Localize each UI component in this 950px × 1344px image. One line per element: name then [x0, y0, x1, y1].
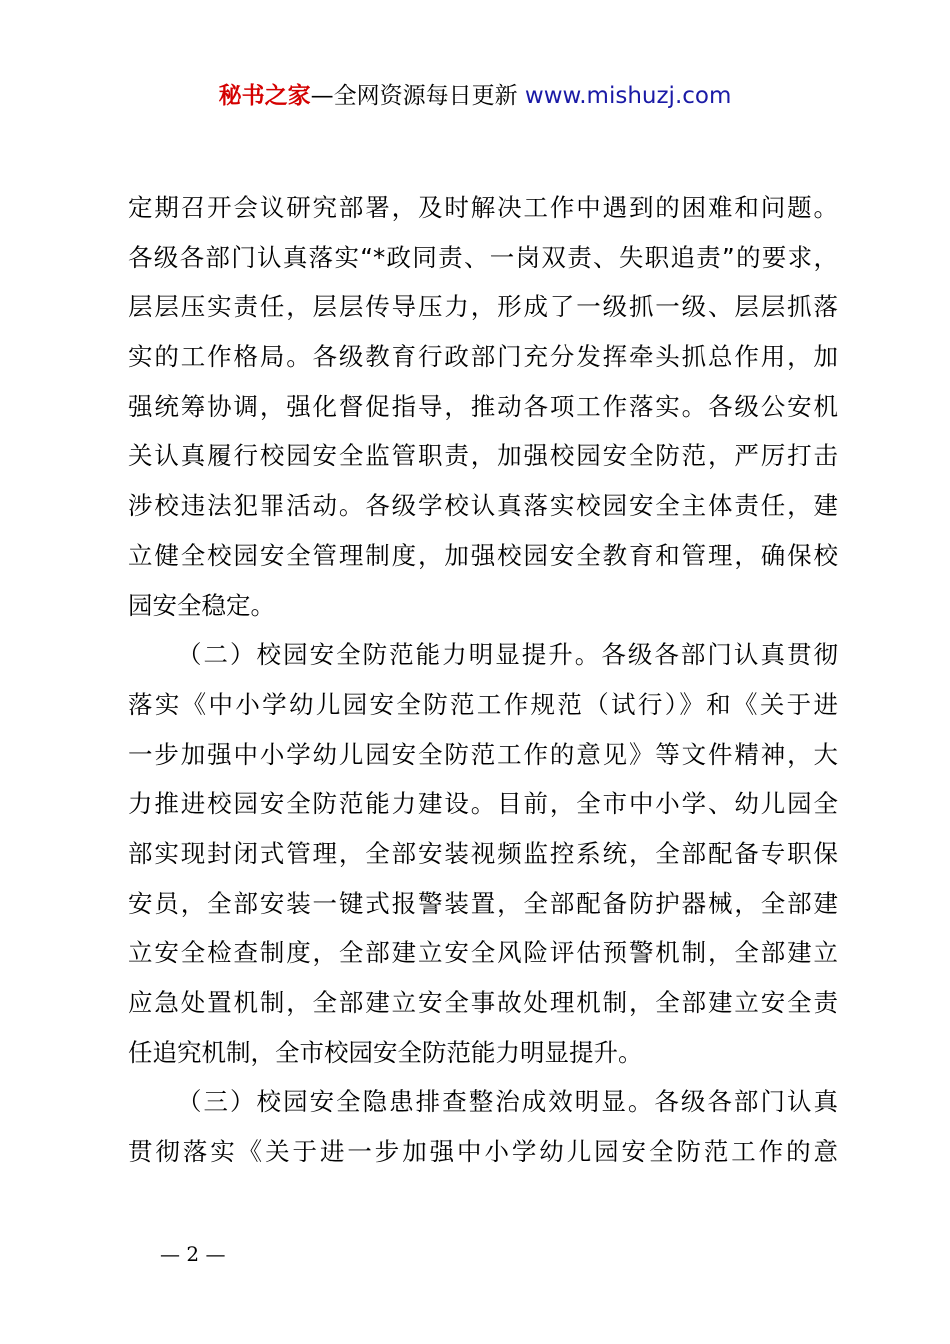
text-line: 层层压实责任，层层传导压力，形成了一级抓一级、层层抓落: [128, 292, 838, 322]
text-line: 应急处置机制，全部建立安全事故处理机制，全部建立安全责: [128, 988, 838, 1017]
text-line: 强统筹协调，强化督促指导，推动各项工作落实。各级公安机: [128, 391, 838, 421]
site-tagline: —全网资源每日更新: [310, 83, 518, 109]
text-line: 力推进校园安全防范能力建设。目前，全市中小学、幼儿园全: [128, 789, 838, 819]
text-line: 立安全检查制度，全部建立安全风险评估预警机制，全部建立: [128, 938, 838, 968]
text-line: 各级各部门认真落实“*政同责、一岗双责、失职追责”的要求，: [128, 242, 838, 272]
text-line: 实的工作格局。各级教育行政部门充分发挥牵头抓总作用，加: [128, 342, 838, 372]
text-line: 园安全稳定。: [128, 590, 275, 620]
text-line: 部实现封闭式管理，全部安装视频监控系统，全部配备专职保: [128, 838, 838, 868]
site-header: [0, 80, 950, 112]
site-brand: 秘书之家: [218, 83, 311, 109]
text-line: 关认真履行校园安全监管职责，加强校园安全防范，严厉打击: [128, 441, 838, 471]
text-line: 安员，全部安装一键式报警装置，全部配备防护器械，全部建: [128, 888, 838, 918]
document-body: [128, 183, 838, 1177]
text-line: 落实《中小学幼儿园安全防范工作规范（试行）》和《关于进: [128, 689, 838, 719]
text-line: 立健全校园安全管理制度，加强校园安全教育和管理，确保校: [128, 540, 838, 570]
paragraph-heading-3: （三）校园安全隐患排查整治成效明显。各级各部门认真: [177, 1087, 838, 1117]
text-line: 贯彻落实《关于进一步加强中小学幼儿园安全防范工作的意: [128, 1137, 838, 1167]
page-number: — 2 —: [160, 1242, 226, 1266]
text-line: 涉校违法犯罪活动。各级学校认真落实校园安全主体责任，建: [128, 491, 838, 521]
text-line: 定期召开会议研究部署，及时解决工作中遇到的困难和问题。: [128, 193, 838, 222]
paragraph-heading-2: （二）校园安全防范能力明显提升。各级各部门认真贯彻: [177, 640, 838, 670]
text-line: 一步加强中小学幼儿园安全防范工作的意见》等文件精神，大: [128, 739, 838, 769]
site-url-link[interactable]: www.mishuzj.com: [524, 83, 732, 109]
text-line: 任追究机制，全市校园安全防范能力明显提升。: [128, 1037, 643, 1067]
